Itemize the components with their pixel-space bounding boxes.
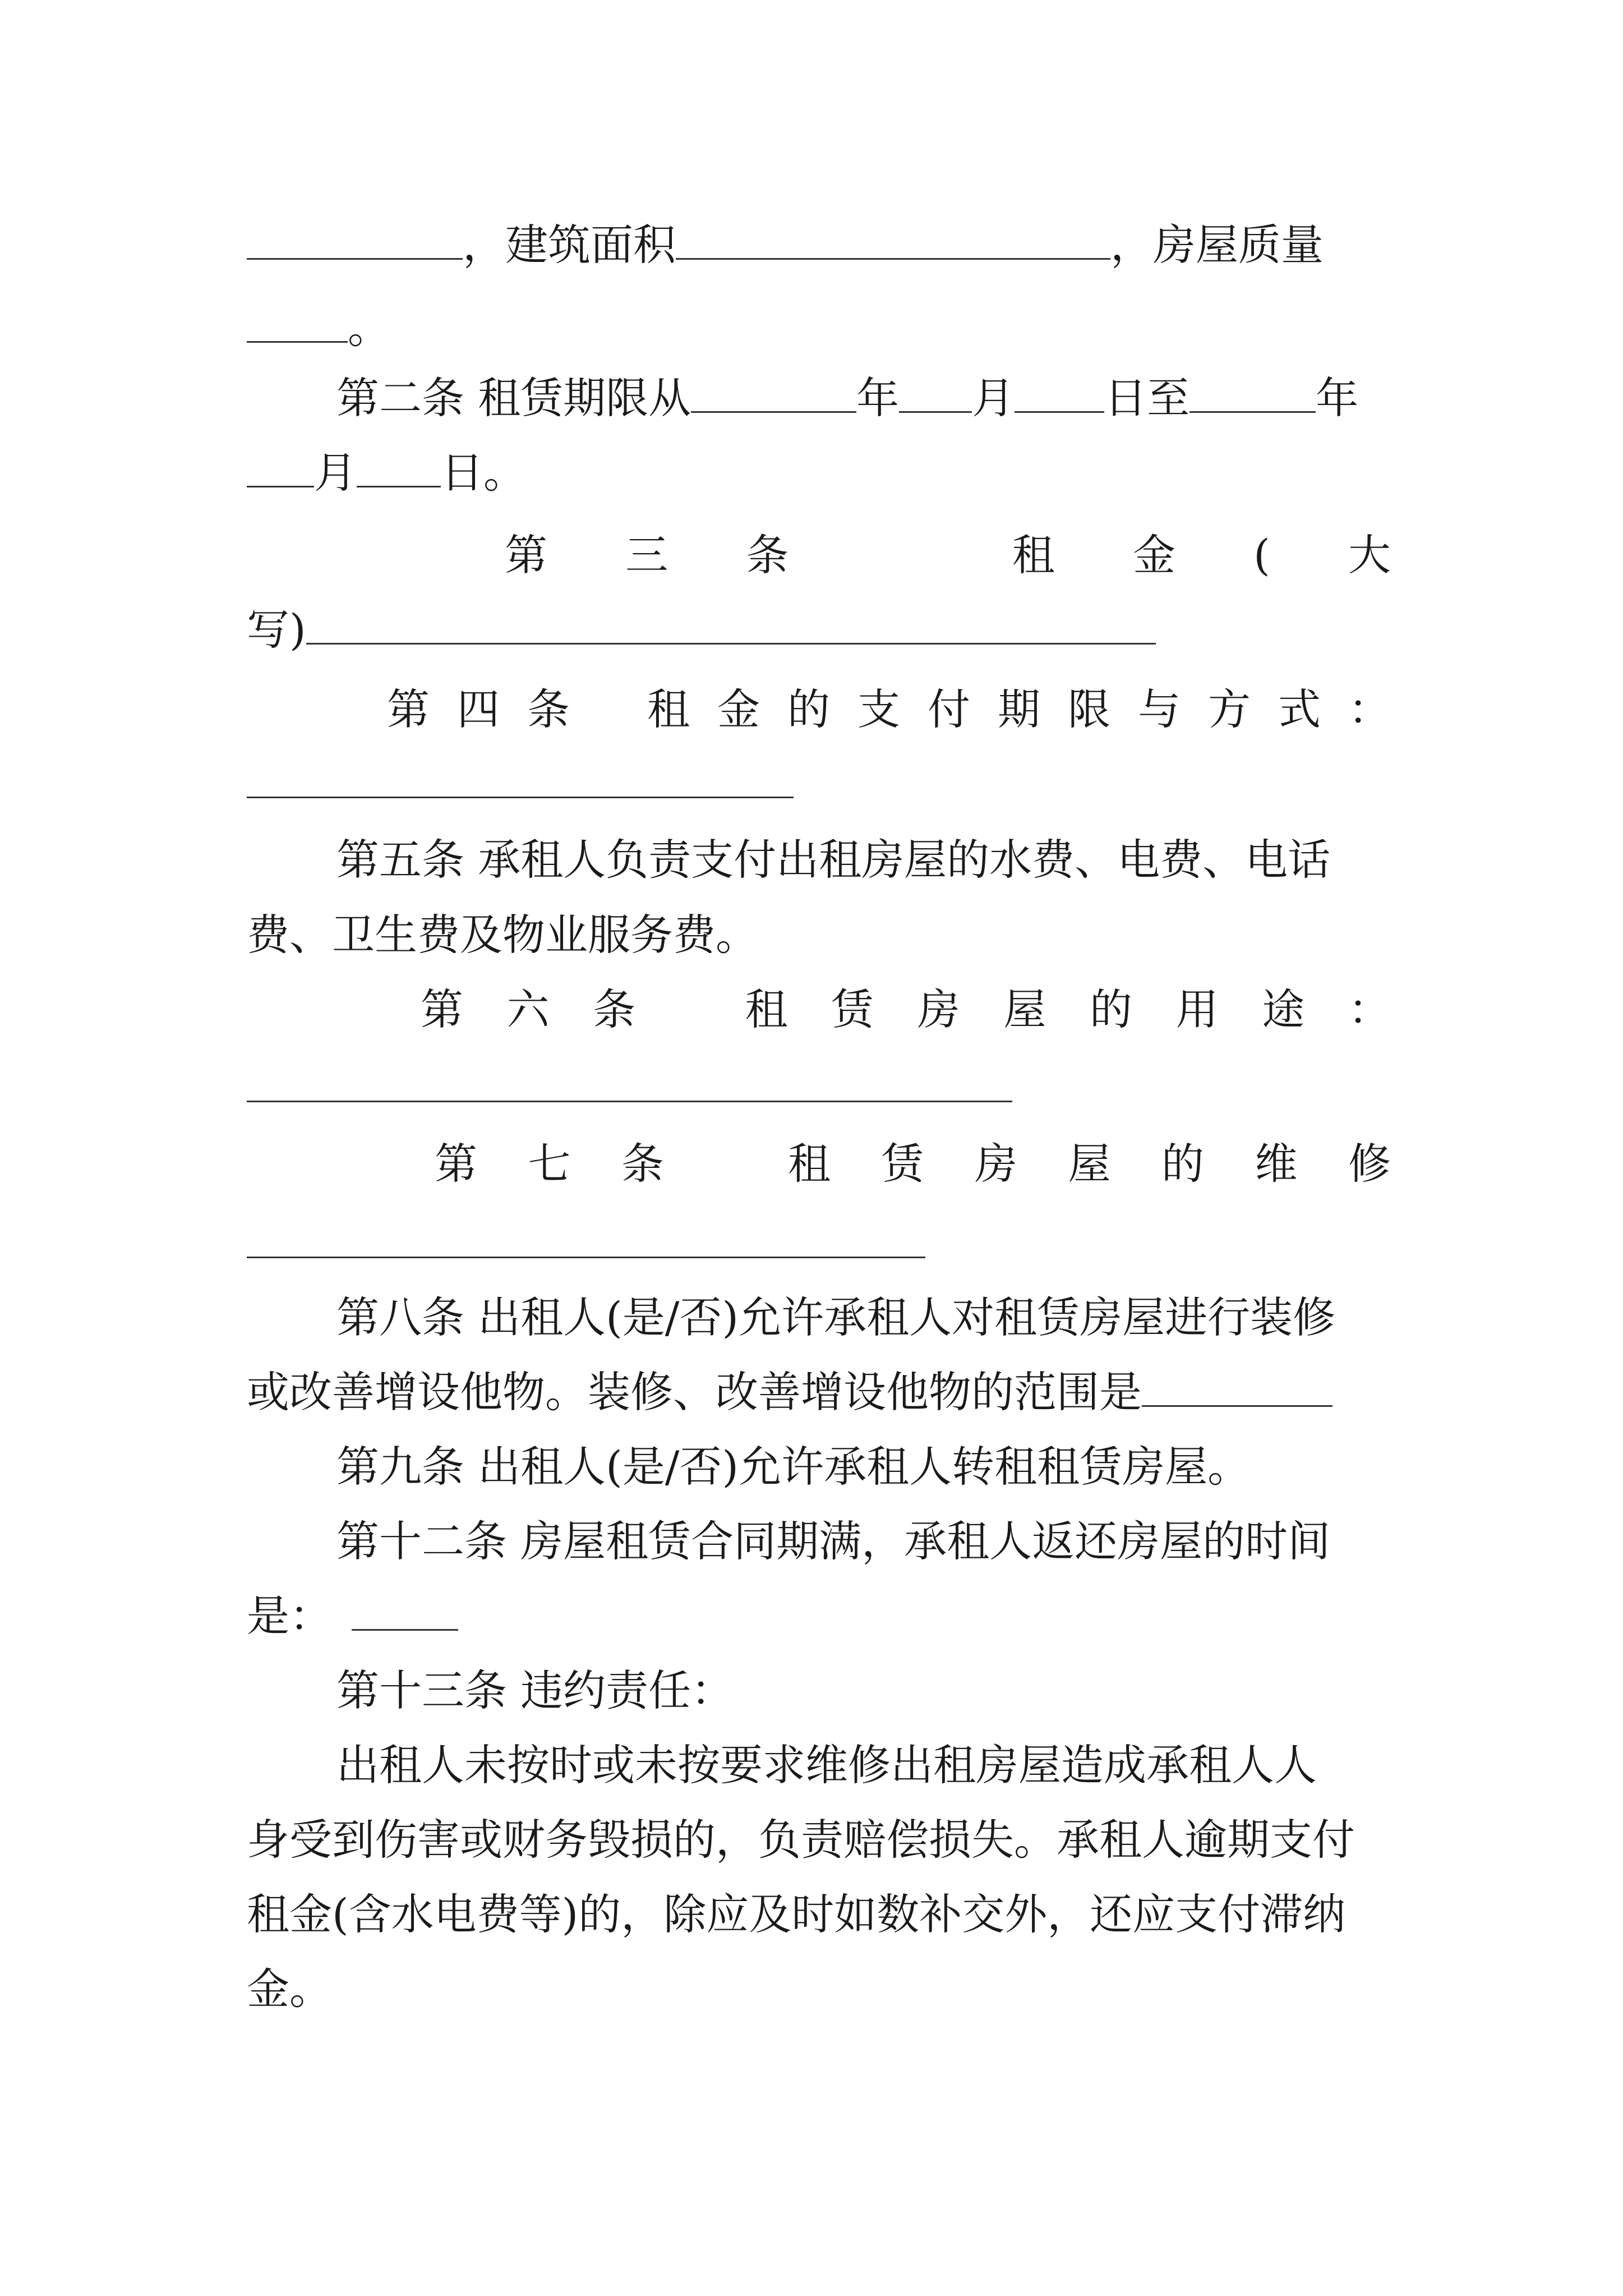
article-12-return-cont [247,1574,1391,1658]
text-article-9: 第九条 出租人(是/否)允许承租人转租租赁房屋。 [336,1442,1251,1492]
article-3-rent-capital [247,588,1391,672]
blank-field[interactable] [247,301,348,343]
text-year: 年 [1316,373,1359,423]
article-5-fees [247,818,1391,902]
article-13-liability [247,1649,1391,1733]
char: 修 [1348,1139,1391,1189]
char: 金 [717,684,760,734]
article-4-payment [387,668,1391,752]
char: 条 [527,684,570,734]
char: 与 [1138,684,1181,734]
char: ( [1253,530,1270,580]
text-building-area: ，建筑面积 [463,220,676,270]
char: 付 [928,684,970,734]
char: 租 [788,1139,831,1189]
text-period: 。 [348,303,390,353]
char: 第 [435,1139,477,1189]
article-8-decoration [247,1276,1391,1360]
blank-field[interactable] [899,371,972,413]
blank-field[interactable] [247,797,794,798]
char: 限 [1068,684,1110,734]
article-12-return [247,1499,1391,1584]
char: 第 [387,684,430,734]
char: 屋 [1003,984,1046,1034]
char: ： [1348,984,1391,1034]
text-article-13-p1: 出租人未按时或未按要求维修出租房屋造成承租人人 [336,1740,1317,1790]
article-7-repair [435,1122,1391,1206]
char: 维 [1255,1139,1298,1189]
text-article-8-cont: 或改善增设他物。装修、改善增设他物的范围是 [247,1367,1142,1417]
article-9-sublease [247,1425,1391,1509]
char: 房 [975,1139,1017,1189]
text-month: 月 [314,448,357,498]
article-13-para-3 [247,1872,1391,1957]
blank-field[interactable] [1015,371,1104,413]
char: 式 [1278,684,1321,734]
char: 六 [506,984,550,1034]
char: 的 [787,684,830,734]
article-13-para-4 [247,1947,1391,2031]
text-article-5: 第五条 承租人负责支付出租房屋的水费、电费、电话 [336,835,1331,885]
text-month: 月 [972,373,1015,423]
char: 条 [621,1139,664,1189]
blank-field[interactable] [247,445,314,487]
article-2-lease-term [247,356,1391,440]
text-house-quality: ，房屋质量 [1110,220,1324,270]
text-day-end: 日。 [441,448,526,498]
text-article-13: 第十三条 违约责任： [336,1665,734,1715]
blank-field[interactable] [352,1589,458,1631]
blank-field[interactable] [247,218,463,260]
char: 租 [1012,530,1055,580]
char: 赁 [881,1139,924,1189]
article-5-fees-cont [247,893,1391,977]
char: 房 [917,984,960,1034]
text-year: 年 [856,373,900,423]
char: 条 [593,984,636,1034]
article-13-para-1 [247,1723,1391,1807]
char: 赁 [831,984,874,1034]
char: ： [1348,684,1391,734]
blank-field[interactable] [691,371,856,413]
article-6-usage [421,968,1391,1052]
char: 的 [1161,1139,1204,1189]
article-8-decoration-cont [247,1350,1391,1434]
text-article-5-cont: 费、卫生费及物业服务费。 [247,910,758,960]
char: 期 [998,684,1040,734]
char: 金 [1132,530,1175,580]
char: 屋 [1068,1139,1111,1189]
article-13-para-2 [247,1798,1391,1882]
article-2-lease-term-end [247,431,1391,515]
text-article-13-p3: 租金(含水电费等)的，除应及时如数补交外，还应支付滞纳 [247,1889,1346,1939]
blank-field[interactable] [1142,1365,1332,1407]
char: 途 [1262,984,1305,1034]
char: 的 [1090,984,1132,1034]
char: 第 [505,530,547,580]
char: 租 [745,984,788,1034]
char: 租 [647,684,690,734]
text-write: 写) [247,605,306,655]
text-article-2: 第二条 租赁期限从 [336,373,691,423]
text-article-8: 第八条 出租人(是/否)允许承租人对租赁房屋进行装修 [336,1292,1336,1342]
text-is: 是： [247,1591,332,1641]
blank-field[interactable] [357,445,441,487]
char: 大 [1348,530,1391,580]
article-3-rent [505,513,1391,597]
char: 方 [1208,684,1251,734]
blank-field[interactable] [1189,371,1316,413]
char: 七 [528,1139,571,1189]
char: 支 [857,684,900,734]
text-article-12: 第十二条 房屋租赁合同期满，承租人返还房屋的时间 [336,1516,1331,1566]
blank-field[interactable] [247,1257,925,1258]
text-article-13-p2: 身受到伤害或财务毁损的，负责赔偿损失。承租人逾期支付 [247,1815,1355,1865]
char: 用 [1175,984,1219,1034]
blank-field[interactable] [306,602,1156,645]
text-day-to: 日至 [1104,373,1190,423]
char: 条 [746,530,789,580]
text-article-13-p4: 金。 [247,1964,332,2014]
blank-field[interactable] [676,218,1110,260]
char: 三 [625,530,668,580]
char: 第 [421,984,463,1034]
blank-field[interactable] [247,1101,1012,1102]
char: 四 [457,684,500,734]
line-building-area [247,203,1391,287]
